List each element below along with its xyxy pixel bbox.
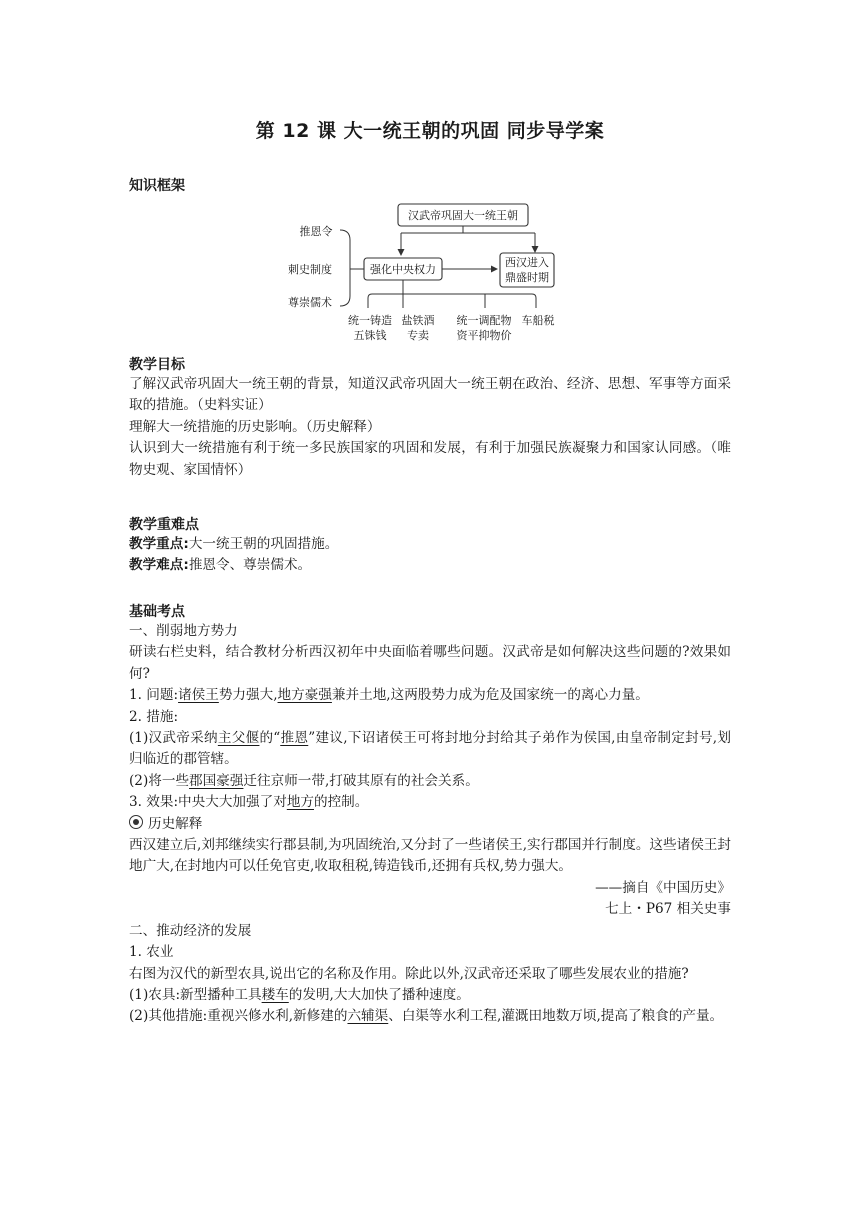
difficult-text: 推恩令、尊崇儒术。 (188, 557, 312, 574)
diagram-bottom-item-2a: 盐铁酒 (401, 314, 435, 327)
target-icon (129, 815, 143, 829)
diagram-bottom-item-3b: 资平抑物价 (456, 329, 512, 342)
key-point-important (129, 534, 731, 555)
part2-heading: 二、推动经济的发展 (129, 922, 252, 939)
answer-blank: 主父偃 (217, 730, 260, 747)
diagram-left-item-1: 推恩令 (299, 225, 333, 238)
part1-measure-1: (1)汉武帝采纳主父偃的“推恩”建议,下诏诸侯王可将封地分封给其子弟作为侯国,由皇帝制定封号,划归临近的郡管辖。 (129, 730, 731, 768)
answer-blank: 六辅渠 (347, 1008, 389, 1025)
part1-heading: 一、削弱地方势力 (129, 623, 238, 639)
basics-block (129, 621, 731, 1028)
important-label: 教学重点: (129, 536, 189, 552)
goal-3: 认识到大一统措施有利于统一多民族国家的巩固和发展，有利于加强民族凝聚力和国家认同感。（唯物史观、家国情怀） (129, 440, 731, 478)
answer-blank: 耧车 (261, 986, 289, 1003)
diagram-bottom-item-2b: 专卖 (407, 329, 429, 342)
diagram-bottom-item-4: 车船税 (521, 314, 555, 327)
history-box-text: 西汉建立后,刘邦继续实行郡县制,为巩固统治,又分封了一些诸侯王,实行郡国并行制度。这些诸侯王封地广大,在封地内可以任免官吏,收取租税,铸造钱币,还拥有兵权,势力强大。 (129, 837, 731, 875)
answer-blank: 诸侯王 (178, 687, 219, 704)
part1-question: 1. 问题:诸侯王势力强大,地方豪强兼并土地,这两股势力成为危及国家统一的离心力量。 (129, 687, 649, 704)
section-heading-basics: 基础考点 (129, 604, 185, 620)
diagram-center-label: 强化中央权力 (370, 263, 436, 276)
important-text: 大一统王朝的巩固措施。 (188, 536, 339, 552)
part1-intro: 研读右栏史料，结合教材分析西汉初年中央面临着哪些问题。汉武帝是如何解决这些问题的?效果如何? (129, 644, 731, 682)
section-heading-goals: 教学目标 (129, 357, 185, 373)
section-heading-framework: 知识框架 (129, 178, 185, 194)
diagram-left-item-2: 刺史制度 (288, 263, 332, 276)
diagram-top-label: 汉武帝巩固大一统王朝 (408, 209, 518, 222)
part2-sub: 1. 农业 (129, 944, 174, 961)
section-heading-key-points: 教学重难点 (129, 517, 199, 533)
part2-answer-1: (1)农具:新型播种工具耧车的发明,大大加快了播种速度。 (129, 986, 470, 1003)
answer-blank: 推恩 (280, 730, 309, 747)
goal-1: 了解汉武帝巩固大一统王朝的背景，知道汉武帝巩固大一统王朝在政治、经济、思想、军事等方面采取的措施。（史料实证） (129, 376, 731, 414)
page-title: 第 12 课 大一统王朝的巩固 同步导学案 (255, 120, 605, 142)
key-points-block (129, 534, 731, 577)
part2-answer-2: (2)其他措施:重视兴修水利,新修建的六辅渠、白渠等水利工程,灌溉田地数万顷,提高了粮食的产量。 (129, 1008, 724, 1025)
knowledge-framework-diagram (280, 196, 580, 351)
diagram-bottom-item-1a: 统一铸造 (348, 314, 392, 327)
part2-intro: 右图为汉代的新型农具,说出它的名称及作用。除此以外,汉武帝还采取了哪些发展农业的措施? (129, 965, 689, 982)
history-box-ref: 七上・P67 相关史事 (605, 901, 731, 918)
part1-measures-label: 2. 措施: (129, 708, 179, 725)
diagram-left-item-3: 尊崇儒术 (288, 296, 332, 309)
answer-blank: 地方 (286, 794, 314, 811)
answer-blank: 郡国豪强 (189, 772, 244, 789)
goal-2: 理解大一统措施的历史影响。（历史解释） (129, 418, 381, 435)
diagram-right-label-2: 鼎盛时期 (505, 271, 549, 284)
difficult-label: 教学难点: (129, 557, 189, 574)
diagram-right-label-1: 西汉进入 (505, 256, 549, 269)
history-box-title: 历史解释 (129, 814, 731, 835)
key-point-difficult (129, 555, 731, 576)
goals-block (129, 374, 731, 481)
diagram-bottom-item-1b: 五铢钱 (353, 329, 387, 342)
diagram-bottom-item-3a: 统一调配物 (456, 314, 512, 327)
answer-blank: 地方豪强 (277, 687, 332, 704)
history-box-source: ——摘自《中国历史》 (595, 879, 731, 896)
part1-effect: 3. 效果:中央大大加强了对地方的控制。 (129, 794, 369, 811)
part1-measure-2: (2)将一些郡国豪强迁往京师一带,打破其原有的社会关系。 (129, 772, 479, 789)
